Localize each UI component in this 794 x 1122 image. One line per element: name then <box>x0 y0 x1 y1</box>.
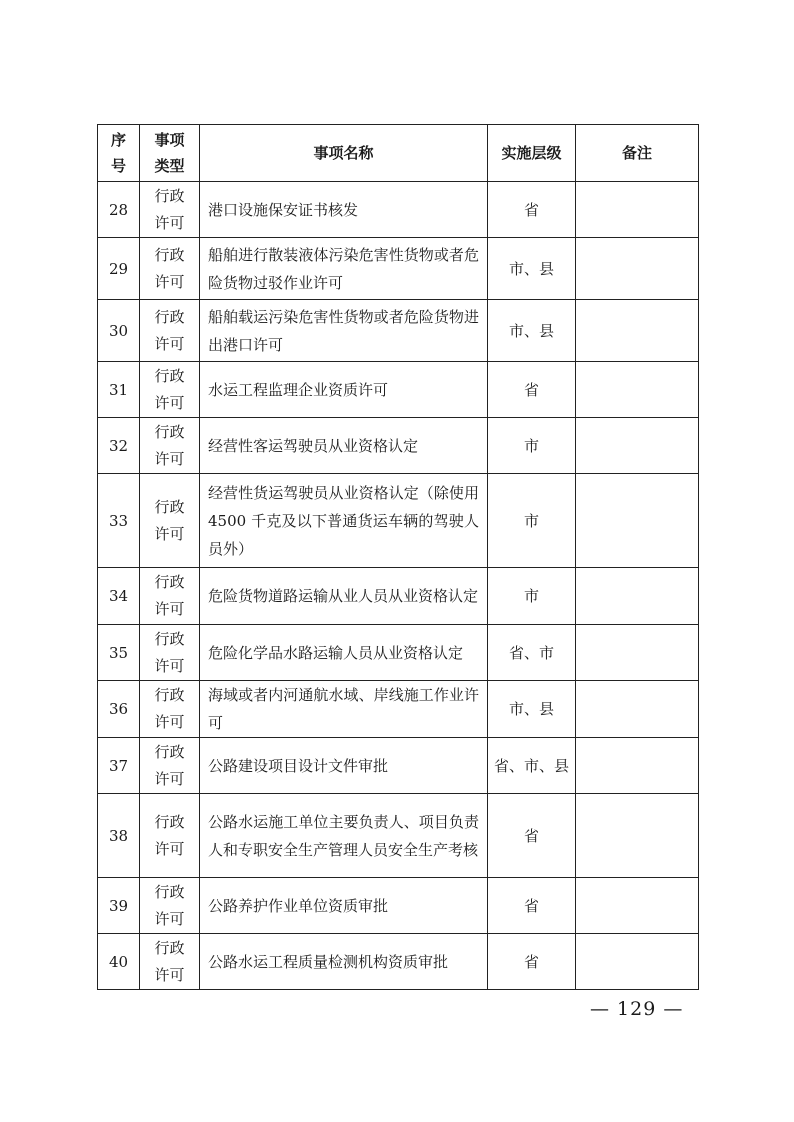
row-type <box>140 418 200 474</box>
row-level: 市 <box>488 568 576 625</box>
table-row <box>98 362 699 418</box>
row-note <box>576 362 699 418</box>
row-type <box>140 568 200 625</box>
header-note: 备注 <box>576 125 699 182</box>
row-level: 市、县 <box>488 238 576 300</box>
row-no: 36 <box>98 681 140 738</box>
row-note <box>576 300 699 362</box>
row-type-line1: 行政 <box>154 245 185 264</box>
row-type <box>140 362 200 418</box>
row-note <box>576 878 699 934</box>
row-type-line2: 许可 <box>154 909 185 928</box>
row-level: 省 <box>488 878 576 934</box>
row-type-line2: 许可 <box>154 965 185 984</box>
row-no: 35 <box>98 625 140 681</box>
row-no: 28 <box>98 182 140 238</box>
table-row <box>98 300 699 362</box>
row-type-line2: 许可 <box>154 600 185 618</box>
row-type-line1: 行政 <box>154 629 185 648</box>
table-row <box>98 878 699 934</box>
row-type-line1: 行政 <box>154 882 185 901</box>
row-note <box>576 625 699 681</box>
row-note <box>576 238 699 300</box>
header-no <box>98 125 140 182</box>
table-row <box>98 182 699 238</box>
row-type-line1: 行政 <box>154 686 185 704</box>
row-name: 经营性客运驾驶员从业资格认定 <box>200 418 488 474</box>
row-no: 39 <box>98 878 140 934</box>
row-type-line1: 行政 <box>154 422 185 441</box>
row-type-line2: 许可 <box>154 839 185 858</box>
row-note <box>576 182 699 238</box>
row-no: 31 <box>98 362 140 418</box>
row-type-line2: 许可 <box>154 393 185 412</box>
row-level: 省、市、县 <box>488 738 576 794</box>
row-level: 省 <box>488 934 576 990</box>
header-no-line1: 序 <box>110 131 126 149</box>
row-name: 危险化学品水路运输人员从业资格认定 <box>200 625 488 681</box>
row-note <box>576 681 699 738</box>
table-row <box>98 934 699 990</box>
row-level: 省 <box>488 182 576 238</box>
row-note <box>576 794 699 878</box>
row-no: 32 <box>98 418 140 474</box>
row-name: 船舶载运污染危害性货物或者危险货物进出港口许可 <box>200 300 488 362</box>
row-name: 危险货物道路运输从业人员从业资格认定 <box>200 568 488 625</box>
row-type <box>140 794 200 878</box>
row-type-line2: 许可 <box>154 524 185 543</box>
permit-table <box>97 124 699 990</box>
row-type <box>140 625 200 681</box>
header-level: 实施层级 <box>488 125 576 182</box>
row-type <box>140 878 200 934</box>
table-row <box>98 474 699 568</box>
row-type-line1: 行政 <box>154 573 185 591</box>
row-type <box>140 182 200 238</box>
row-no: 30 <box>98 300 140 362</box>
row-type <box>140 738 200 794</box>
table-row <box>98 625 699 681</box>
row-type <box>140 474 200 568</box>
row-type <box>140 934 200 990</box>
row-type <box>140 300 200 362</box>
row-no: 29 <box>98 238 140 300</box>
row-name: 船舶进行散装液体污染危害性货物或者危险货物过驳作业许可 <box>200 238 488 300</box>
row-no: 37 <box>98 738 140 794</box>
row-type-line2: 许可 <box>154 449 185 468</box>
table-row <box>98 738 699 794</box>
row-name: 海域或者内河通航水域、岸线施工作业许可 <box>200 681 488 738</box>
row-type-line1: 行政 <box>154 366 185 385</box>
table-row <box>98 238 699 300</box>
header-type <box>140 125 200 182</box>
row-note <box>576 474 699 568</box>
row-level: 省 <box>488 362 576 418</box>
row-type-line1: 行政 <box>154 812 185 831</box>
row-type-line2: 许可 <box>154 656 185 675</box>
row-type <box>140 238 200 300</box>
header-no-line2: 号 <box>110 157 126 175</box>
row-level: 市 <box>488 474 576 568</box>
row-level: 市、县 <box>488 300 576 362</box>
row-note <box>576 738 699 794</box>
row-type-line2: 许可 <box>154 334 185 353</box>
row-type-line1: 行政 <box>154 497 185 516</box>
row-level: 市、县 <box>488 681 576 738</box>
row-level: 省、市 <box>488 625 576 681</box>
permit-table-container <box>97 124 698 990</box>
row-type <box>140 681 200 738</box>
row-name: 公路建设项目设计文件审批 <box>200 738 488 794</box>
row-no: 38 <box>98 794 140 878</box>
table-row <box>98 568 699 625</box>
row-type-line1: 行政 <box>154 307 185 326</box>
row-type-line2: 许可 <box>154 713 185 731</box>
table-row <box>98 794 699 878</box>
row-name: 公路养护作业单位资质审批 <box>200 878 488 934</box>
row-note <box>576 568 699 625</box>
row-name: 港口设施保安证书核发 <box>200 182 488 238</box>
row-name: 经营性货运驾驶员从业资格认定（除使用 4500 千克及以下普通货运车辆的驾驶人员外） <box>200 474 488 568</box>
row-type-line1: 行政 <box>154 938 185 957</box>
page-number: — 129 — <box>590 998 684 1020</box>
header-name: 事项名称 <box>200 125 488 182</box>
row-name: 公路水运工程质量检测机构资质审批 <box>200 934 488 990</box>
row-no: 34 <box>98 568 140 625</box>
row-type-line2: 许可 <box>154 213 185 232</box>
row-type-line2: 许可 <box>154 272 185 291</box>
row-name: 公路水运施工单位主要负责人、项目负责人和专职安全生产管理人员安全生产考核 <box>200 794 488 878</box>
row-note <box>576 418 699 474</box>
table-row <box>98 418 699 474</box>
row-type-line1: 行政 <box>154 742 185 761</box>
row-type-line1: 行政 <box>154 186 185 205</box>
row-no: 40 <box>98 934 140 990</box>
header-type-line1: 事项 <box>154 131 185 149</box>
header-type-line2: 类型 <box>154 157 185 175</box>
table-header-row <box>98 125 699 182</box>
row-note <box>576 934 699 990</box>
row-level: 省 <box>488 794 576 878</box>
row-type-line2: 许可 <box>154 769 185 788</box>
table-row <box>98 681 699 738</box>
row-name: 水运工程监理企业资质许可 <box>200 362 488 418</box>
row-no: 33 <box>98 474 140 568</box>
row-level: 市 <box>488 418 576 474</box>
